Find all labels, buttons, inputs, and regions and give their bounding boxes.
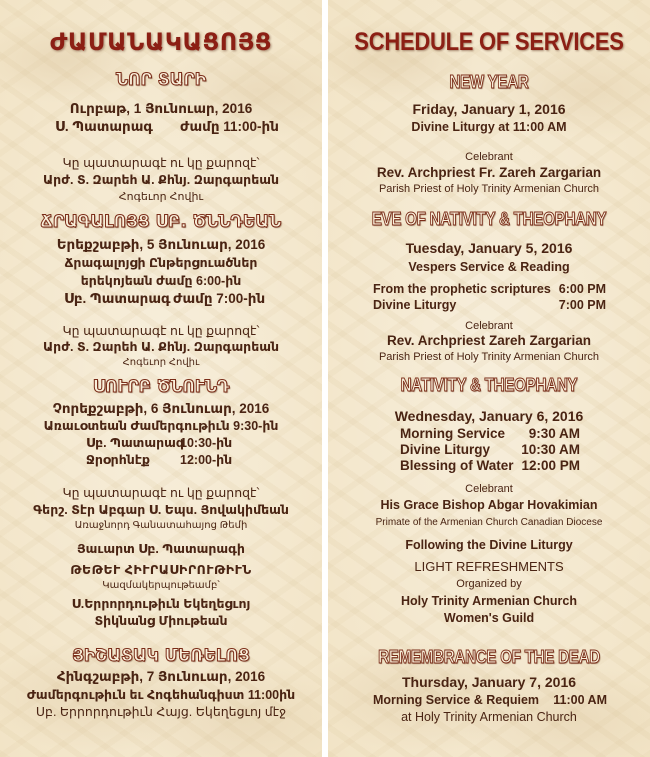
armenian-new-year-service-time: ժամը 11:00-ին — [180, 119, 279, 134]
english-remembrance-location: at Holy Trinity Armenian Church — [401, 710, 577, 724]
english-panel — [328, 0, 650, 757]
english-eve-row1-time: 6:00 PM — [558, 282, 606, 296]
armenian-remembrance-line2: Սբ. Երրորդութիւն Հայց. Եկեղեցւոյ մէջ — [35, 705, 287, 719]
english-remembrance-date: Thursday, January 7, 2016 — [401, 674, 577, 690]
english-eve-celebrant-title: Parish Priest of Holy Trinity Armenian Church — [378, 351, 600, 363]
english-remembrance-heading: REMEMBRANCE OF THE DEAD — [378, 647, 600, 667]
english-new-year-heading: NEW YEAR — [449, 72, 529, 92]
english-nativity-celebrant-label: Celebrant — [465, 483, 513, 495]
english-nativity-celebrant-name: His Grace Bishop Abgar Hovakimian — [380, 498, 598, 512]
armenian-eve-service-time: ժամը 7:00-ին — [173, 291, 266, 306]
english-new-year-celebrant-name: Rev. Archpriest Fr. Zareh Zargarian — [376, 165, 602, 180]
english-nativity-row2-time: 10:30 AM — [521, 442, 580, 457]
english-nativity-org2: Women's Guild — [443, 611, 535, 625]
armenian-remembrance-heading: ՅԻՇԱՏԱԿ ՄԵՌԵԼՈՑ — [72, 646, 250, 666]
armenian-new-year-date: Ուրբաթ, 1 Յունուար, 2016 — [69, 101, 253, 116]
armenian-remembrance-date: Հինգշաբթի, 7 Յունուար, 2016 — [56, 669, 266, 684]
armenian-page-title: ԺԱՄԱՆԱԿԱՑՈՅՑ — [49, 28, 273, 56]
english-remembrance-service-label: Morning Service & Requiem — [373, 693, 540, 707]
english-nativity-heading: NATIVITY & THEOPHANY — [400, 375, 578, 395]
armenian-eve-date: Երեքշաբթի, 5 Յունուար, 2016 — [56, 237, 266, 252]
armenian-panel — [0, 0, 322, 757]
english-eve-heading: EVE OF NATIVITY & THEOPHANY — [371, 209, 607, 229]
english-eve-row1-label: From the prophetic scriptures — [373, 282, 551, 296]
english-page-title: SCHEDULE OF SERVICES — [354, 28, 624, 56]
armenian-eve-celebrant-title: Հոգեւոր Հովիւ — [122, 357, 200, 368]
armenian-nativity-line1: Առաւօտեան Ժամերգութիւն 9:30-ին — [43, 419, 279, 433]
english-new-year-celebrant-label: Celebrant — [465, 151, 513, 163]
armenian-eve-heading: ՃՐԱԳԱԼՈՅՑ ՍԲ. ԾՆՆԴԵԱՆ — [40, 212, 282, 232]
armenian-nativity-organized-by: Կազմակերպութեամբ՝ — [102, 580, 220, 591]
armenian-eve-celebrant-name: Արժ. Տ. Զարեհ Ա. Քհնյ. Զարգարեան — [43, 340, 279, 354]
armenian-nativity-row1-label: Սբ. Պատարագ — [86, 436, 185, 450]
english-nativity-following: Following the Divine Liturgy — [405, 538, 573, 552]
armenian-nativity-org1: Ս.Երրորդութիւն Եկեղեցւոյ — [71, 597, 251, 611]
armenian-new-year-heading: ՆՈՐ ՏԱՐԻ — [115, 70, 207, 90]
english-remembrance-service-time: 11:00 AM — [553, 693, 607, 707]
english-nativity-celebrant-title: Primate of the Armenian Church Canadian Diocese — [375, 517, 603, 528]
english-nativity-row2-label: Divine Liturgy — [400, 442, 491, 457]
armenian-new-year-celebrant-name: Արժ. Տ. Զարեհ Ա. Քհնյ. Զարգարեան — [43, 173, 279, 187]
english-new-year-celebrant-title: Parish Priest of Holy Trinity Armenian Church — [378, 183, 600, 195]
english-eve-service: Vespers Service & Reading — [408, 260, 570, 274]
english-eve-celebrant-label: Celebrant — [465, 320, 513, 332]
english-eve-celebrant-name: Rev. Archpriest Zareh Zargarian — [386, 333, 592, 348]
english-nativity-row1-label: Morning Service — [400, 426, 506, 441]
english-nativity-date: Wednesday, January 6, 2016 — [394, 408, 584, 424]
armenian-new-year-celebrant-intro: Կը պատարագէ ու կը քարոզէ՝ — [62, 156, 260, 170]
armenian-nativity-refreshments: ԹԵԹԵՒ ՀԻՒՐԱՍԻՐՈՒԹԻՒՆ — [70, 563, 252, 577]
armenian-nativity-celebrant-intro: Կը պատարագէ ու կը քարոզէ՝ — [62, 486, 260, 500]
armenian-eve-service-label: Սբ. Պատարագ — [64, 291, 171, 306]
armenian-nativity-row1-time: 10:30-ին — [180, 436, 233, 450]
armenian-nativity-date: Չորեքշաբթի, 6 Յունուար, 2016 — [52, 401, 270, 416]
english-nativity-org1: Holy Trinity Armenian Church — [401, 594, 577, 608]
english-nativity-refreshments: LIGHT REFRESHMENTS — [414, 559, 564, 574]
english-eve-date: Tuesday, January 5, 2016 — [405, 240, 573, 256]
armenian-nativity-celebrant-title: Առաջնորդ Գանատահայոց Թեմի — [74, 520, 248, 531]
armenian-nativity-heading: ՍՈՒՐԲ ԾՆՈՒՆԴ — [92, 377, 230, 397]
armenian-nativity-row2-time: 12:00-ին — [180, 453, 233, 467]
english-nativity-row3-time: 12:00 PM — [521, 458, 580, 473]
armenian-new-year-service-label: Ս. Պատարագ — [55, 119, 153, 134]
armenian-nativity-celebrant-name: Գերշ. Տէր Աբգար Ս. Եպս. Յովակիմեան — [33, 503, 289, 517]
english-new-year-service: Divine Liturgy at 11:00 AM — [411, 120, 567, 134]
english-nativity-row1-time: 9:30 AM — [528, 426, 580, 441]
armenian-new-year-celebrant-title: Հոգեւոր Հովիւ — [118, 191, 204, 203]
armenian-eve-line1: Ճրագալոյցի Ընթերցուածներ — [64, 256, 258, 270]
armenian-nativity-row2-label: Ջրօրհնէք — [86, 453, 150, 467]
english-eve-row2-time: 7:00 PM — [558, 298, 606, 312]
english-new-year-date: Friday, January 1, 2016 — [412, 101, 566, 117]
armenian-nativity-following: Յաւարտ Սբ. Պատարագի — [77, 542, 245, 556]
english-eve-row2-label: Divine Liturgy — [373, 298, 457, 312]
english-nativity-organized-by: Organized by — [456, 578, 522, 590]
english-nativity-row3-label: Blessing of Water — [400, 458, 514, 473]
armenian-eve-celebrant-intro: Կը պատարագէ ու կը քարոզէ՝ — [62, 324, 260, 338]
armenian-nativity-org2: Տիկնանց Միութեան — [94, 614, 228, 628]
armenian-eve-line2: երեկոյեան ժամը 6:00-ին — [80, 274, 242, 288]
armenian-remembrance-line1: Ժամերգութիւն եւ Հոգեհանգիստ 11:00ին — [26, 688, 296, 702]
